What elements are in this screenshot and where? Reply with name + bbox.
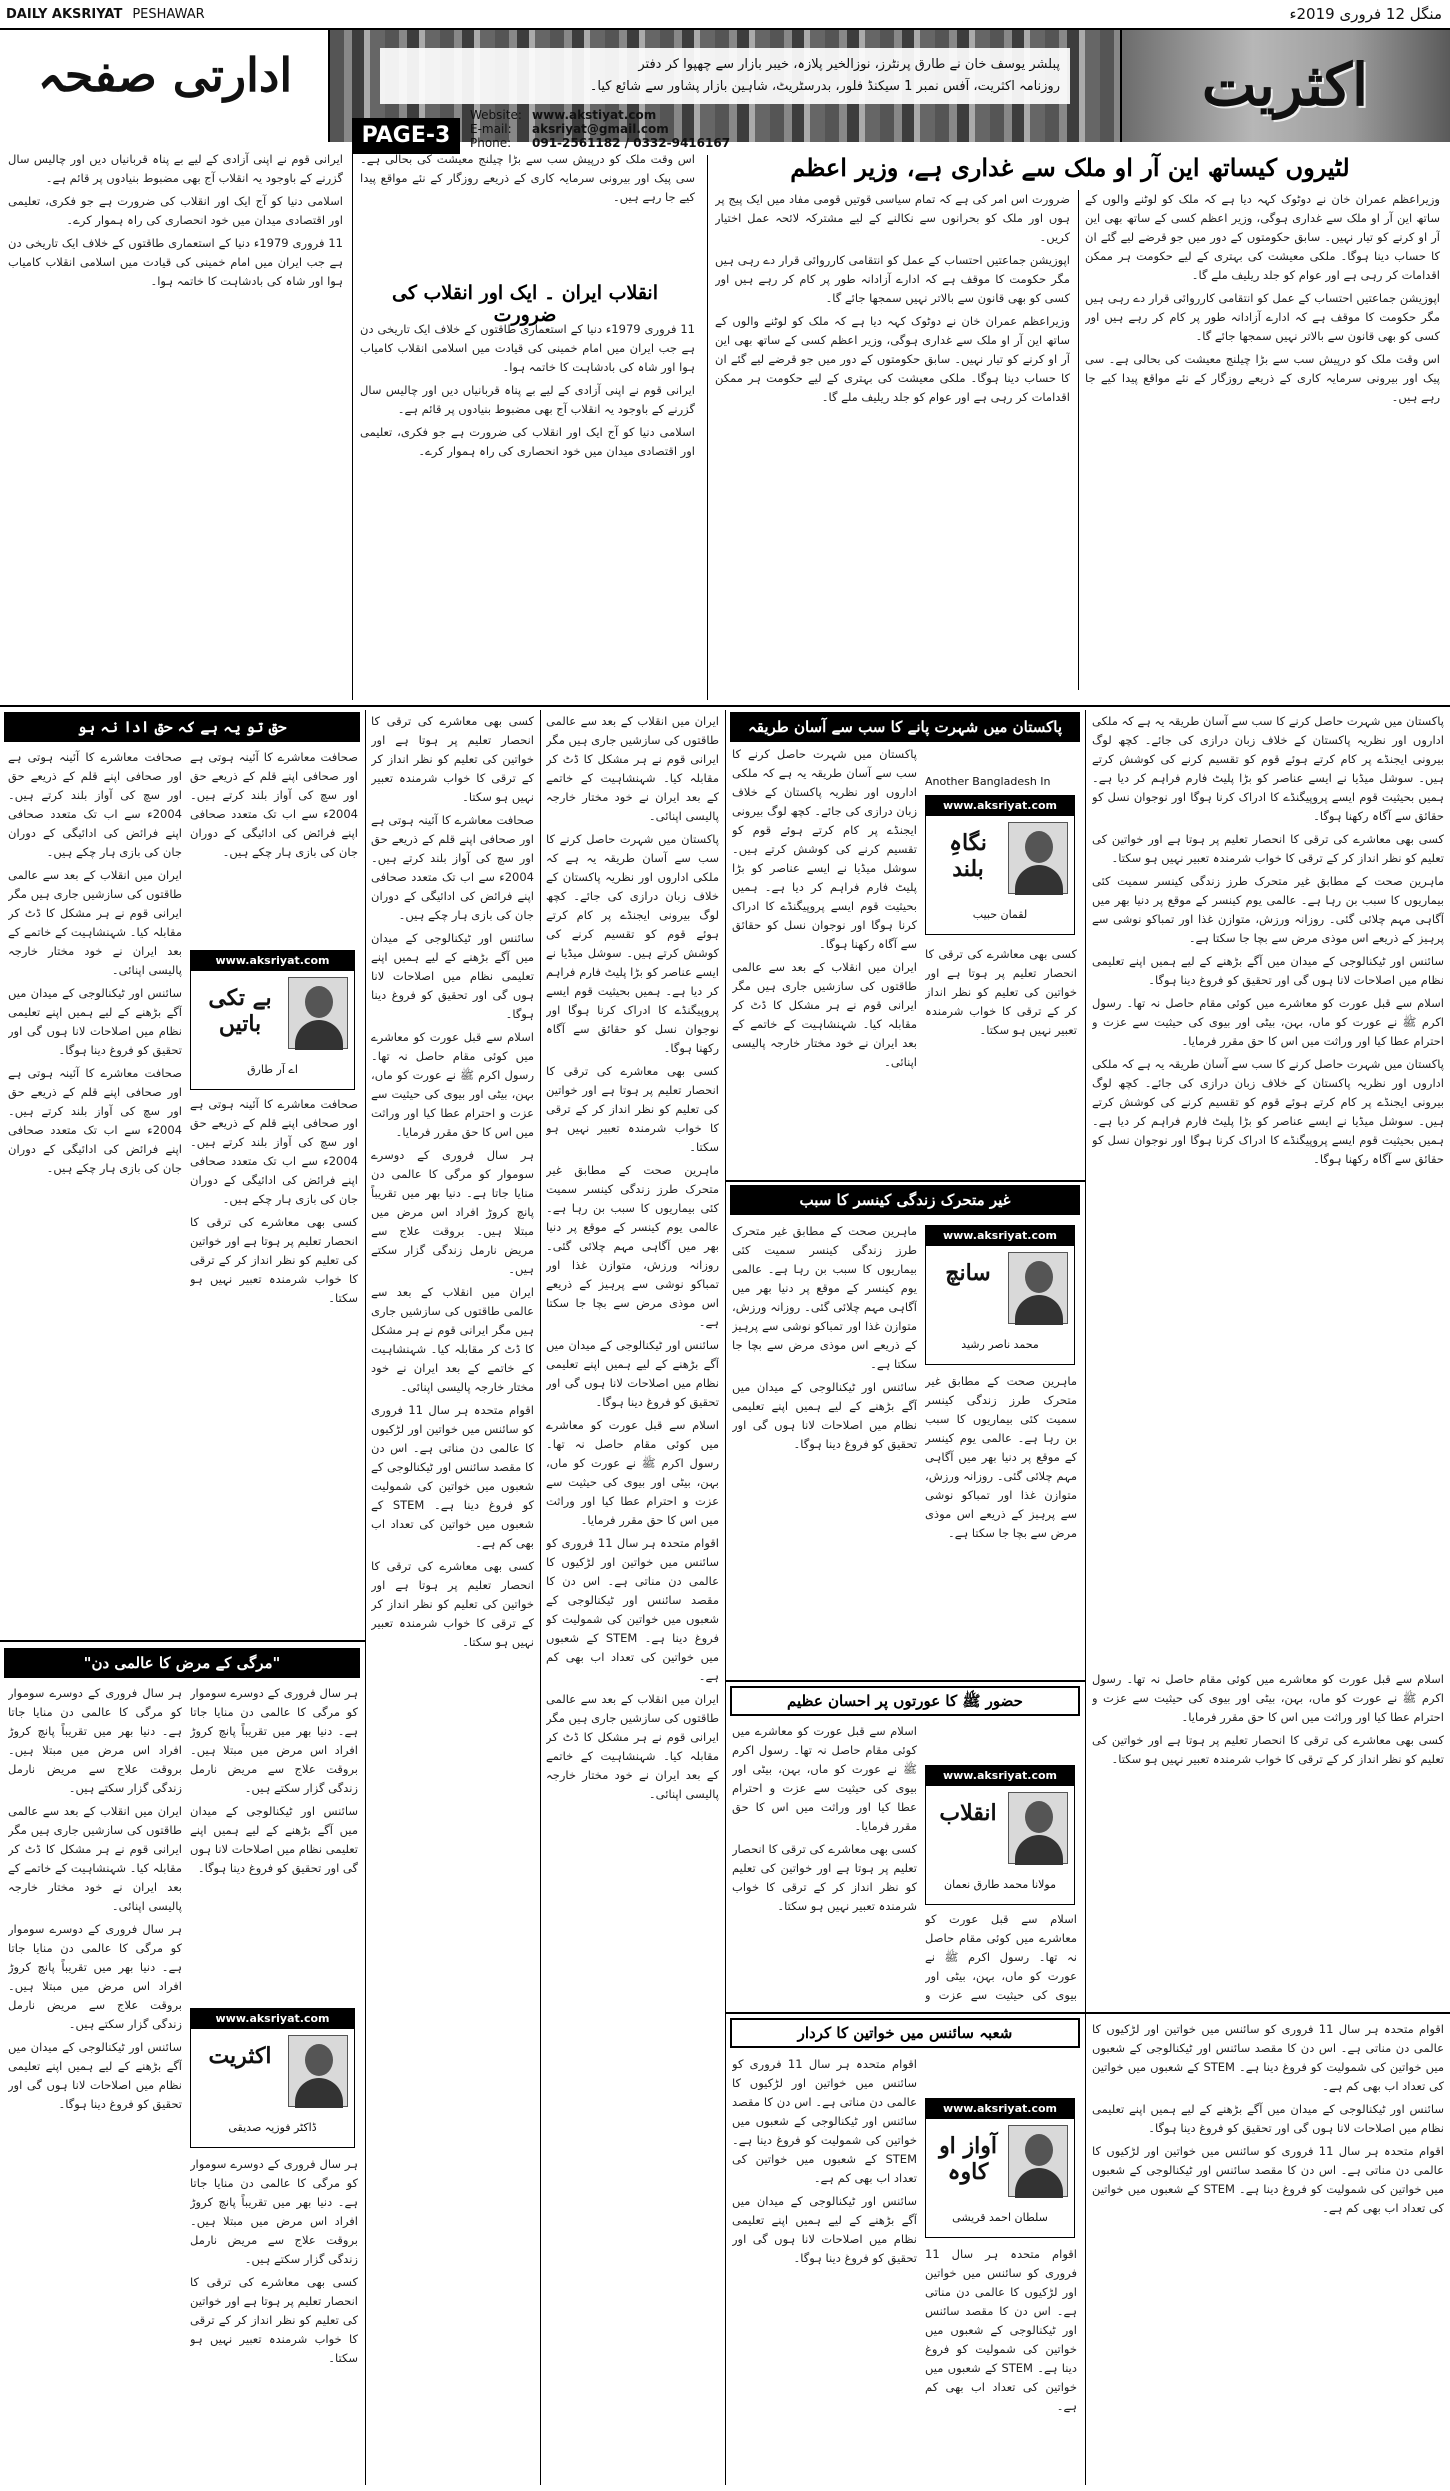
editorial-column-1	[1085, 190, 1440, 700]
article-paragraph: اسلام سے قبل عورت کو معاشرے میں کوئی مقام حاصل نہ تھا۔ رسول اکرم ﷺ نے عورت کو ماں، بہن، بیٹی اور بیوی کی حیثیت سے عزت و احترام عطا کیا اور وراثت میں اس کا حق مقرر فرمایا۔	[371, 1030, 534, 1139]
article-paragraph: ایران میں انقلاب کے بعد سے عالمی طاقتوں کی سازشیں جاری ہیں مگر ایرانی قوم نے ہر مشکل کا ڈٹ کر مقابلہ کیا۔ شہنشاہیت کے خاتمے کے بعد ایران نے خود مختار خارجہ پالیسی اپنائی۔	[371, 1285, 534, 1394]
article-body	[925, 945, 1077, 1175]
article-paragraph: اقوام متحدہ ہر سال 11 فروری کو سائنس میں خواتین اور لڑکیوں کا عالمی دن مناتی ہے۔ اس دن کا مقصد سائنس اور ٹیکنالوجی کے شعبوں میں خواتین کی شمولیت کو فروغ دینا ہے۔ STEM کے شعبوں میں خواتین کی تعداد اب بھی کم ہے۔	[546, 1536, 719, 1683]
article-paragraph: ہر سال فروری کے دوسرے سوموار کو مرگی کا عالمی دن منایا جاتا ہے۔ دنیا بھر میں تقریباً پانچ کروڑ افراد اس مرض میں مبتلا ہیں۔ بروقت علاج سے مریض نارمل زندگی گزار سکتے ہیں۔	[8, 1922, 182, 2031]
author-photo	[288, 977, 348, 1049]
top-bar	[0, 0, 1450, 30]
article-paragraph: ہر سال فروری کے دوسرے سوموار کو مرگی کا عالمی دن منایا جاتا ہے۔ دنیا بھر میں تقریباً پانچ کروڑ افراد اس مرض میں مبتلا ہیں۔ بروقت علاج سے مریض نارمل زندگی گزار سکتے ہیں۔	[371, 1148, 534, 1276]
article-paragraph: صحافت معاشرے کا آئینہ ہوتی ہے اور صحافی اپنے قلم کے ذریعے حق اور سچ کی آواز بلند کرتے ہیں۔ 2004ء سے اب تک متعدد صحافی اپنے فرائض کی ادائیگی کے دوران جان کی بازی ہار چکے ہیں۔	[8, 750, 182, 859]
author-photo	[288, 2035, 348, 2107]
second-editorial-column	[360, 320, 695, 700]
author-photo	[1008, 2125, 1068, 2197]
author-photo	[1008, 822, 1068, 894]
article-paragraph: کسی بھی معاشرے کی ترقی کا انحصار تعلیم پر ہوتا ہے اور خواتین کی تعلیم کو نظر انداز کر کے ترقی کا خواب شرمندہ تعبیر نہیں ہو سکتا۔	[190, 2275, 358, 2365]
article-paragraph: کسی بھی معاشرے کی ترقی کا انحصار تعلیم پر ہوتا ہے اور خواتین کی تعلیم کو نظر انداز کر کے ترقی کا خواب شرمندہ تعبیر نہیں ہو سکتا۔	[1092, 832, 1444, 865]
article-body	[732, 1222, 917, 1677]
editorial-paragraph: اس وقت ملک کو درپیش سب سے بڑا چیلنج معیشت کی بحالی ہے۔ سی پیک اور بیرونی سرمایہ کاری کے ذریعے روزگار کے نئے مواقع پیدا کیے جا رہے ہیں۔	[360, 152, 695, 204]
author-name: سلطان احمد قریشی	[952, 2211, 1048, 2224]
article-paragraph: اسلام سے قبل عورت کو معاشرے میں کوئی مقام حاصل نہ تھا۔ رسول اکرم ﷺ نے عورت کو ماں، بہن، بیٹی اور بیوی کی حیثیت سے عزت و	[925, 1912, 1077, 2002]
website-strip: www.aksriyat.com	[926, 1766, 1074, 1786]
article-body	[925, 1910, 1077, 2007]
article-title: "مرگی کے مرض کا عالمی دن"	[4, 1648, 360, 1678]
website-strip: www.aksriyat.com	[191, 2009, 354, 2029]
website-strip: www.aksriyat.com	[926, 796, 1074, 816]
article-paragraph: سائنس اور ٹیکنالوجی کے میدان میں آگے بڑھنے کے لیے ہمیں اپنے تعلیمی نظام میں اصلاحات لانا ہوں گی اور تحقیق کو فروغ دینا ہوگا۔	[546, 1338, 719, 1409]
article-paragraph: سائنس اور ٹیکنالوجی کے میدان میں آگے بڑھنے کے لیے ہمیں اپنے تعلیمی نظام میں اصلاحات لانا ہوں گی اور تحقیق کو فروغ دینا ہوگا۔	[732, 2194, 917, 2265]
article-paragraph: ایران میں انقلاب کے بعد سے عالمی طاقتوں کی سازشیں جاری ہیں مگر ایرانی قوم نے ہر مشکل کا ڈٹ کر مقابلہ کیا۔ شہنشاہیت کے خاتمے کے بعد ایران نے خود مختار خارجہ پالیسی اپنائی۔	[732, 960, 917, 1069]
article-title: غیر متحرک زندگی کینسر کا سبب	[730, 1185, 1080, 1215]
editorial-paragraph: 11 فروری 1979ء دنیا کے استعماری طاقتوں کے خلاف ایک تاریخی دن ہے جب ایران میں امام خمینی کی قیادت میں اسلامی انقلاب کامیاب ہوا اور شاہ کی بادشاہت کا خاتمہ ہوا۔	[360, 322, 695, 374]
editorial-page-title: ادارتی صفحہ	[37, 48, 293, 102]
section-divider	[0, 705, 1450, 707]
article-caption: Another Bangladesh In	[925, 775, 1051, 788]
email-link[interactable]: aksriyat@gmail.com	[532, 122, 669, 136]
article-body	[8, 1684, 182, 2484]
article-paragraph: اسلام سے قبل عورت کو معاشرے میں کوئی مقام حاصل نہ تھا۔ رسول اکرم ﷺ نے عورت کو ماں، بہن، بیٹی اور بیوی کی حیثیت سے عزت و احترام عطا کیا اور وراثت میں اس کا حق مقرر فرمایا۔	[546, 1418, 719, 1527]
continuation-column	[546, 712, 719, 2487]
article-paragraph: سائنس اور ٹیکنالوجی کے میدان میں آگے بڑھنے کے لیے ہمیں اپنے تعلیمی نظام میں اصلاحات لانا ہوں گی اور تحقیق کو فروغ دینا ہوگا۔	[1092, 954, 1444, 987]
column-name: سانچ	[945, 1260, 991, 1286]
article-paragraph: صحافت معاشرے کا آئینہ ہوتی ہے اور صحافی اپنے قلم کے ذریعے حق اور سچ کی آواز بلند کرتے ہیں۔ 2004ء سے اب تک متعدد صحافی اپنے فرائض کی ادائیگی کے دوران جان کی بازی ہار چکے ہیں۔	[371, 813, 534, 922]
article-paragraph: اقوام متحدہ ہر سال 11 فروری کو سائنس میں خواتین اور لڑکیوں کا عالمی دن مناتی ہے۔ اس دن کا مقصد سائنس اور ٹیکنالوجی کے شعبوں میں خواتین کی شمولیت کو فروغ دینا ہے۔ STEM کے شعبوں میں خواتین کی تعداد اب بھی کم ہے۔	[1092, 2144, 1444, 2215]
page-number-badge: PAGE-3	[352, 118, 460, 154]
column-name: نگاہِ بلند	[949, 830, 987, 882]
editorial-paragraph: ایرانی قوم نے اپنی آزادی کے لیے بے پناہ قربانیاں دیں اور چالیس سال گزرنے کے باوجود یہ انقلاب آج بھی مضبوط بنیادوں پر قائم ہے۔	[360, 383, 695, 416]
columnist-box	[925, 2098, 1075, 2238]
article-paragraph: اقوام متحدہ ہر سال 11 فروری کو سائنس میں خواتین اور لڑکیوں کا عالمی دن مناتی ہے۔ اس دن کا مقصد سائنس اور ٹیکنالوجی کے شعبوں میں خواتین کی شمولیت کو فروغ دینا ہے۔ STEM کے شعبوں میں خواتین کی تعداد اب بھی کم ہے۔	[925, 2247, 1077, 2413]
article-paragraph: پاکستان میں شہرت حاصل کرنے کا سب سے آسان طریقہ یہ ہے کہ ملکی اداروں اور نظریہ پاکستان کے خلاف زبان درازی کی جائے۔ کچھ لوگ بیرونی ایجنڈے پر کام کرتے ہوئے قوم کو تقسیم کرنے کی کوشش کرتے ہیں۔ سوشل میڈیا نے ایسے عناصر کو بڑا پلیٹ فارم فراہم کر دیا ہے۔ ہمیں بحیثیت قوم ایسے پروپیگنڈے کا ادراک کرنا ہوگا اور نوجوان نسل کو حقائق سے آگاہ رکھنا ہوگا۔	[732, 747, 917, 951]
editorial-paragraph: اسلامی دنیا کو آج ایک اور انقلاب کی ضرورت ہے جو فکری، تعلیمی اور اقتصادی میدان میں خود انحصاری کی راہ ہموار کرے۔	[8, 194, 343, 227]
article-paragraph: اسلام سے قبل عورت کو معاشرے میں کوئی مقام حاصل نہ تھا۔ رسول اکرم ﷺ نے عورت کو ماں، بہن، بیٹی اور بیوی کی حیثیت سے عزت و احترام عطا کیا اور وراثت میں اس کا حق مقرر فرمایا۔	[1092, 996, 1444, 1048]
editorial-paragraph: وزیراعظم عمران خان نے دوٹوک کہہ دیا ہے کہ ملک کو لوٹنے والوں کے ساتھ این آر او ملک سے غداری ہوگی، وزیر اعظم کسی کے ساتھ بھی این آر او کرنے کو تیار نہیں۔ سابق حکومتوں کے دور میں جو قرضے لیے گئے ان کا حساب دینا ہوگا۔ ملکی معیشت کی بہتری کے لیے حکومت ہر ممکن اقدامات کر رہی ہے اور عوام کو جلد ریلیف ملے گا۔	[715, 314, 1070, 404]
second-editorial-column-2	[8, 150, 343, 700]
article-paragraph: پاکستان میں شہرت حاصل کرنے کا سب سے آسان طریقہ یہ ہے کہ ملکی اداروں اور نظریہ پاکستان کے خلاف زبان درازی کی جائے۔ کچھ لوگ بیرونی ایجنڈے پر کام کرتے ہوئے قوم کو تقسیم کرنے کی کوشش کرتے ہیں۔ سوشل میڈیا نے ایسے عناصر کو بڑا پلیٹ فارم فراہم کر دیا ہے۔ ہمیں بحیثیت قوم ایسے پروپیگنڈے کا ادراک کرنا ہوگا اور نوجوان نسل کو حقائق سے آگاہ رکھنا ہوگا۔	[546, 832, 719, 1055]
article-body	[925, 1372, 1077, 1677]
article-paragraph: کسی بھی معاشرے کی ترقی کا انحصار تعلیم پر ہوتا ہے اور خواتین کی تعلیم کو نظر انداز کر کے ترقی کا خواب شرمندہ تعبیر نہیں ہو سکتا۔	[546, 1064, 719, 1154]
phone-label: Phone:	[470, 136, 512, 150]
article-title: شعبہ سائنس میں خواتین کا کردار	[730, 2018, 1080, 2048]
editorial-paragraph: 11 فروری 1979ء دنیا کے استعماری طاقتوں کے خلاف ایک تاریخی دن ہے جب ایران میں امام خمینی کی قیادت میں اسلامی انقلاب کامیاب ہوا اور شاہ کی بادشاہت کا خاتمہ ہوا۔	[8, 236, 343, 288]
editorial-column-2	[715, 190, 1070, 700]
article-body	[925, 2245, 1077, 2485]
second-editorial-headline: انقلاب ایران ۔ ایک اور انقلاب کی ضرورت	[392, 282, 658, 326]
column-divider	[707, 155, 708, 700]
article-paragraph: کسی بھی معاشرے کی ترقی کا انحصار تعلیم پر ہوتا ہے اور خواتین کی تعلیم کو نظر انداز کر کے ترقی کا خواب شرمندہ تعبیر نہیں ہو سکتا۔	[1092, 1733, 1444, 1766]
column-name: بے تکی باتیں	[208, 985, 272, 1037]
editorial-headline: لٹیروں کیساتھ این آر او ملک سے غداری ہے، وزیر اعظم	[790, 153, 1350, 182]
article-paragraph: ہر سال فروری کے دوسرے سوموار کو مرگی کا عالمی دن منایا جاتا ہے۔ دنیا بھر میں تقریباً پانچ کروڑ افراد اس مرض میں مبتلا ہیں۔ بروقت علاج سے مریض نارمل زندگی گزار سکتے ہیں۔	[190, 1686, 358, 1795]
article-paragraph: ہر سال فروری کے دوسرے سوموار کو مرگی کا عالمی دن منایا جاتا ہے۔ دنیا بھر میں تقریباً پانچ کروڑ افراد اس مرض میں مبتلا ہیں۔ بروقت علاج سے مریض نارمل زندگی گزار سکتے ہیں۔	[190, 2157, 358, 2266]
article-paragraph: اقوام متحدہ ہر سال 11 فروری کو سائنس میں خواتین اور لڑکیوں کا عالمی دن مناتی ہے۔ اس دن کا مقصد سائنس اور ٹیکنالوجی کے شعبوں میں خواتین کی شمولیت کو فروغ دینا ہے۔ STEM کے شعبوں میں خواتین کی تعداد اب بھی کم ہے۔	[371, 1403, 534, 1550]
article-paragraph: اقوام متحدہ ہر سال 11 فروری کو سائنس میں خواتین اور لڑکیوں کا عالمی دن مناتی ہے۔ اس دن کا مقصد سائنس اور ٹیکنالوجی کے شعبوں میں خواتین کی شمولیت کو فروغ دینا ہے۔ STEM کے شعبوں میں خواتین کی تعداد اب بھی کم ہے۔	[1092, 2022, 1444, 2093]
article-paragraph: اسلام سے قبل عورت کو معاشرے میں کوئی مقام حاصل نہ تھا۔ رسول اکرم ﷺ نے عورت کو ماں، بہن، بیٹی اور بیوی کی حیثیت سے عزت و احترام عطا کیا اور وراثت میں اس کا حق مقرر فرمایا۔	[1092, 1672, 1444, 1724]
article-title: حق تو یہ ہے کہ حق ادا نہ ہو	[4, 712, 360, 742]
section-divider	[0, 1640, 365, 1642]
author-name: اے آر طارق	[247, 1063, 298, 1076]
article-paragraph: ماہرین صحت کے مطابق غیر متحرک طرز زندگی کینسر سمیت کئی بیماریوں کا سبب بن رہا ہے۔ عالمی یوم کینسر کے موقع پر دنیا بھر میں آگاہی مہم چلائی گئی۔ روزانہ ورزش، متوازن غذا اور تمباکو نوشی سے پرہیز کے ذریعے اس موذی مرض سے بچا جا سکتا ہے۔	[732, 1224, 917, 1371]
article-paragraph: صحافت معاشرے کا آئینہ ہوتی ہے اور صحافی اپنے قلم کے ذریعے حق اور سچ کی آواز بلند کرتے ہیں۔ 2004ء سے اب تک متعدد صحافی اپنے فرائض کی ادائیگی کے دوران جان کی بازی ہار چکے ہیں۔	[190, 1097, 358, 1206]
article-paragraph: سائنس اور ٹیکنالوجی کے میدان میں آگے بڑھنے کے لیے ہمیں اپنے تعلیمی نظام میں اصلاحات لانا ہوں گی اور تحقیق کو فروغ دینا ہوگا۔	[732, 1380, 917, 1451]
article-body	[732, 2055, 917, 2485]
columnist-box	[925, 795, 1075, 935]
article-paragraph: ایران میں انقلاب کے بعد سے عالمی طاقتوں کی سازشیں جاری ہیں مگر ایرانی قوم نے ہر مشکل کا ڈٹ کر مقابلہ کیا۔ شہنشاہیت کے خاتمے کے بعد ایران نے خود مختار خارجہ پالیسی اپنائی۔	[8, 868, 182, 977]
author-name: ڈاکٹر فوزیہ صدیقی	[228, 2121, 317, 2134]
column-name: اکثریت	[208, 2043, 272, 2069]
column-name: انقلاب	[939, 1800, 997, 1826]
article-body	[190, 2155, 358, 2485]
article-paragraph: پاکستان میں شہرت حاصل کرنے کا سب سے آسان طریقہ یہ ہے کہ ملکی اداروں اور نظریہ پاکستان کے خلاف زبان درازی کی جائے۔ کچھ لوگ بیرونی ایجنڈے پر کام کرتے ہوئے قوم کو تقسیم کرنے کی کوشش کرتے ہیں۔ سوشل میڈیا نے ایسے عناصر کو بڑا پلیٹ فارم فراہم کر دیا ہے۔ ہمیں بحیثیت قوم ایسے پروپیگنڈے کا ادراک کرنا ہوگا اور نوجوان نسل کو حقائق سے آگاہ رکھنا ہوگا۔	[1092, 714, 1444, 823]
logo-box	[1120, 30, 1450, 142]
publisher-note	[380, 48, 1070, 104]
article-paragraph: سائنس اور ٹیکنالوجی کے میدان میں آگے بڑھنے کے لیے ہمیں اپنے تعلیمی نظام میں اصلاحات لانا ہوں گی اور تحقیق کو فروغ دینا ہوگا۔	[8, 2040, 182, 2111]
article-paragraph: سائنس اور ٹیکنالوجی کے میدان میں آگے بڑھنے کے لیے ہمیں اپنے تعلیمی نظام میں اصلاحات لانا ہوں گی اور تحقیق کو فروغ دینا ہوگا۔	[371, 931, 534, 1021]
author-name: لقمان حبیب	[972, 908, 1028, 921]
editorial-column-3	[360, 150, 695, 270]
article-paragraph: کسی بھی معاشرے کی ترقی کا انحصار تعلیم پر ہوتا ہے اور خواتین کی تعلیم کو نظر انداز کر کے ترقی کا خواب شرمندہ تعبیر نہیں ہو سکتا۔	[371, 714, 534, 804]
columnist-box	[190, 2008, 355, 2148]
column-divider	[352, 150, 353, 700]
article-paragraph: ایران میں انقلاب کے بعد سے عالمی طاقتوں کی سازشیں جاری ہیں مگر ایرانی قوم نے ہر مشکل کا ڈٹ کر مقابلہ کیا۔ شہنشاہیت کے خاتمے کے بعد ایران نے خود مختار خارجہ پالیسی اپنائی۔	[546, 1692, 719, 1801]
publisher-line-2: روزنامہ اکثریت، آفس نمبر 1 سیکنڈ فلور، بدرسٹریٹ، شاہین بازار پشاور سے شائع کیا۔	[589, 79, 1060, 94]
paper-city: PESHAWAR	[132, 7, 205, 22]
column-divider	[1078, 190, 1079, 690]
article-paragraph: ماہرین صحت کے مطابق غیر متحرک طرز زندگی کینسر سمیت کئی بیماریوں کا سبب بن رہا ہے۔ عالمی یوم کینسر کے موقع پر دنیا بھر میں آگاہی مہم چلائی گئی۔ روزانہ ورزش، متوازن غذا اور تمباکو نوشی سے پرہیز کے ذریعے اس موذی مرض سے بچا جا سکتا ہے۔	[1092, 874, 1444, 945]
article-paragraph: کسی بھی معاشرے کی ترقی کا انحصار تعلیم پر ہوتا ہے اور خواتین کی تعلیم کو نظر انداز کر کے ترقی کا خواب شرمندہ تعبیر نہیں ہو سکتا۔	[732, 1842, 917, 1913]
editorial-paragraph: وزیراعظم عمران خان نے دوٹوک کہہ دیا ہے کہ ملک کو لوٹنے والوں کے ساتھ این آر او ملک سے غداری ہوگی، وزیر اعظم کسی کے ساتھ بھی این آر او کرنے کو تیار نہیں۔ سابق حکومتوں کے دور میں جو قرضے لیے گئے ان کا حساب دینا ہوگا۔ ملکی معیشت کی بہتری کے لیے حکومت ہر ممکن اقدامات کر رہی ہے اور عوام کو جلد ریلیف ملے گا۔	[1085, 192, 1440, 282]
email-label: E-mail:	[470, 122, 512, 136]
section-divider	[725, 1180, 1085, 1182]
article-paragraph: سائنس اور ٹیکنالوجی کے میدان میں آگے بڑھنے کے لیے ہمیں اپنے تعلیمی نظام میں اصلاحات لانا ہوں گی اور تحقیق کو فروغ دینا ہوگا۔	[1092, 2102, 1444, 2135]
website-link[interactable]: www.akstiyat.com	[532, 108, 657, 122]
article-paragraph: صحافت معاشرے کا آئینہ ہوتی ہے اور صحافی اپنے قلم کے ذریعے حق اور سچ کی آواز بلند کرتے ہیں۔ 2004ء سے اب تک متعدد صحافی اپنے فرائض کی ادائیگی کے دوران جان کی بازی ہار چکے ہیں۔	[8, 1066, 182, 1175]
editorial-paragraph: ضرورت اس امر کی ہے کہ تمام سیاسی قوتیں قومی مفاد میں ایک پیج پر ہوں اور ملک کو بحرانوں سے نکالنے کے لیے مشترکہ لائحہ عمل اختیار کریں۔	[715, 192, 1070, 244]
columnist-box	[925, 1225, 1075, 1365]
columnist-box	[925, 1765, 1075, 1905]
article-paragraph: سائنس اور ٹیکنالوجی کے میدان میں آگے بڑھنے کے لیے ہمیں اپنے تعلیمی نظام میں اصلاحات لانا ہوں گی اور تحقیق کو فروغ دینا ہوگا۔	[190, 1804, 358, 1875]
article-body	[190, 1095, 358, 1635]
article-body	[8, 748, 182, 1635]
paper-name: DAILY AKSRIYAT PESHAWAR	[6, 7, 205, 22]
website-strip: www.aksriyat.com	[191, 951, 354, 971]
column-divider	[725, 710, 726, 2485]
author-name: محمد ناصر رشید	[961, 1338, 1039, 1351]
author-photo	[1008, 1792, 1068, 1864]
article-paragraph: پاکستان میں شہرت حاصل کرنے کا سب سے آسان طریقہ یہ ہے کہ ملکی اداروں اور نظریہ پاکستان کے خلاف زبان درازی کی جائے۔ کچھ لوگ بیرونی ایجنڈے پر کام کرتے ہوئے قوم کو تقسیم کرنے کی کوشش کرتے ہیں۔ سوشل میڈیا نے ایسے عناصر کو بڑا پلیٹ فارم فراہم کر دیا ہے۔ ہمیں بحیثیت قوم ایسے پروپیگنڈے کا ادراک کرنا ہوگا اور نوجوان نسل کو حقائق سے آگاہ رکھنا ہوگا۔	[1092, 1057, 1444, 1166]
article-paragraph: کسی بھی معاشرے کی ترقی کا انحصار تعلیم پر ہوتا ہے اور خواتین کی تعلیم کو نظر انداز کر کے ترقی کا خواب شرمندہ تعبیر نہیں ہو سکتا۔	[190, 1215, 358, 1305]
editorial-paragraph: اپوزیشن جماعتیں احتساب کے عمل کو انتقامی کارروائی قرار دے رہی ہیں مگر حکومت کا موقف ہے کہ ادارے آزادانہ طور پر کام کر رہے ہیں اور کسی کو بھی قانون سے بالاتر نہیں سمجھا جائے گا۔	[715, 253, 1070, 305]
column-divider	[540, 710, 541, 2485]
phone-number: 091-2561182 / 0332-9416167	[532, 136, 731, 150]
author-photo	[1008, 1252, 1068, 1324]
article-paragraph: کسی بھی معاشرے کی ترقی کا انحصار تعلیم پر ہوتا ہے اور خواتین کی تعلیم کو نظر انداز کر کے ترقی کا خواب شرمندہ تعبیر نہیں ہو سکتا۔	[925, 947, 1077, 1037]
section-divider	[1085, 2012, 1450, 2014]
article-body	[190, 1684, 358, 2002]
contact-info	[470, 108, 890, 150]
article-paragraph: ماہرین صحت کے مطابق غیر متحرک طرز زندگی کینسر سمیت کئی بیماریوں کا سبب بن رہا ہے۔ عالمی یوم کینسر کے موقع پر دنیا بھر میں آگاہی مہم چلائی گئی۔ روزانہ ورزش، متوازن غذا اور تمباکو نوشی سے پرہیز کے ذریعے اس موذی مرض سے بچا جا سکتا ہے۔	[925, 1374, 1077, 1540]
section-divider	[725, 1680, 1085, 1682]
issue-date: منگل 12 فروری 2019ء	[1289, 5, 1442, 23]
editorial-paragraph: اسلامی دنیا کو آج ایک اور انقلاب کی ضرورت ہے جو فکری، تعلیمی اور اقتصادی میدان میں خود انحصاری کی راہ ہموار کرے۔	[360, 425, 695, 458]
article-title: حضور ﷺ کا عورتوں پر احسان عظیم	[730, 1686, 1080, 1716]
article-body	[732, 1722, 917, 2007]
article-paragraph: اسلام سے قبل عورت کو معاشرے میں کوئی مقام حاصل نہ تھا۔ رسول اکرم ﷺ نے عورت کو ماں، بہن، بیٹی اور بیوی کی حیثیت سے عزت و احترام عطا کیا اور وراثت میں اس کا حق مقرر فرمایا۔	[732, 1724, 917, 1833]
article-paragraph: ہر سال فروری کے دوسرے سوموار کو مرگی کا عالمی دن منایا جاتا ہے۔ دنیا بھر میں تقریباً پانچ کروڑ افراد اس مرض میں مبتلا ہیں۔ بروقت علاج سے مریض نارمل زندگی گزار سکتے ہیں۔	[8, 1686, 182, 1795]
editorial-paragraph: اس وقت ملک کو درپیش سب سے بڑا چیلنج معیشت کی بحالی ہے۔ سی پیک اور بیرونی سرمایہ کاری کے ذریعے روزگار کے نئے مواقع پیدا کیے جا رہے ہیں۔	[1085, 352, 1440, 404]
column-name: آواز او کاوہ	[939, 2133, 997, 2185]
article-body	[190, 748, 358, 943]
article-paragraph: کسی بھی معاشرے کی ترقی کا انحصار تعلیم پر ہوتا ہے اور خواتین کی تعلیم کو نظر انداز کر کے ترقی کا خواب شرمندہ تعبیر نہیں ہو سکتا۔	[371, 1559, 534, 1649]
article-paragraph: ماہرین صحت کے مطابق غیر متحرک طرز زندگی کینسر سمیت کئی بیماریوں کا سبب بن رہا ہے۔ عالمی یوم کینسر کے موقع پر دنیا بھر میں آگاہی مہم چلائی گئی۔ روزانہ ورزش، متوازن غذا اور تمباکو نوشی سے پرہیز کے ذریعے اس موذی مرض سے بچا جا سکتا ہے۔	[546, 1163, 719, 1329]
editorial-paragraph: ایرانی قوم نے اپنی آزادی کے لیے بے پناہ قربانیاں دیں اور چالیس سال گزرنے کے باوجود یہ انقلاب آج بھی مضبوط بنیادوں پر قائم ہے۔	[8, 152, 343, 185]
editorial-paragraph: اپوزیشن جماعتیں احتساب کے عمل کو انتقامی کارروائی قرار دے رہی ہیں مگر حکومت کا موقف ہے کہ ادارے آزادانہ طور پر کام کر رہے ہیں اور کسی کو بھی قانون سے بالاتر نہیں سمجھا جائے گا۔	[1085, 291, 1440, 343]
website-strip: www.aksriyat.com	[926, 2099, 1074, 2119]
article-paragraph: ایران میں انقلاب کے بعد سے عالمی طاقتوں کی سازشیں جاری ہیں مگر ایرانی قوم نے ہر مشکل کا ڈٹ کر مقابلہ کیا۔ شہنشاہیت کے خاتمے کے بعد ایران نے خود مختار خارجہ پالیسی اپنائی۔	[8, 1804, 182, 1913]
editorial-title-box	[0, 30, 330, 142]
website-label: Website:	[470, 108, 522, 122]
right-column-top	[1092, 712, 1444, 1652]
section-divider	[725, 2012, 1085, 2014]
article-paragraph: سائنس اور ٹیکنالوجی کے میدان میں آگے بڑھنے کے لیے ہمیں اپنے تعلیمی نظام میں اصلاحات لانا ہوں گی اور تحقیق کو فروغ دینا ہوگا۔	[8, 986, 182, 1057]
columnist-box	[190, 950, 355, 1090]
website-strip: www.aksriyat.com	[926, 1226, 1074, 1246]
right-column-middle	[1092, 1670, 1444, 2010]
publisher-line-1: پبلشر یوسف خان نے طارق پرنٹرز، نوزالخیر پلازہ، خیبر بازار سے چھپوا کر دفتر	[638, 57, 1060, 72]
newspaper-logo: اکثریت	[1201, 51, 1369, 119]
article-body	[732, 745, 917, 1175]
column-divider	[1085, 710, 1086, 2485]
right-column-bottom	[1092, 2020, 1444, 2485]
article-paragraph: اقوام متحدہ ہر سال 11 فروری کو سائنس میں خواتین اور لڑکیوں کا عالمی دن مناتی ہے۔ اس دن کا مقصد سائنس اور ٹیکنالوجی کے شعبوں میں خواتین کی شمولیت کو فروغ دینا ہے۔ STEM کے شعبوں میں خواتین کی تعداد اب بھی کم ہے۔	[732, 2057, 917, 2185]
column-divider	[365, 710, 366, 2485]
article-paragraph: صحافت معاشرے کا آئینہ ہوتی ہے اور صحافی اپنے قلم کے ذریعے حق اور سچ کی آواز بلند کرتے ہیں۔ 2004ء سے اب تک متعدد صحافی اپنے فرائض کی ادائیگی کے دوران جان کی بازی ہار چکے ہیں۔	[190, 750, 358, 859]
continuation-column	[371, 712, 534, 2487]
author-name: مولانا محمد طارق نعمان	[944, 1878, 1056, 1891]
article-paragraph: ایران میں انقلاب کے بعد سے عالمی طاقتوں کی سازشیں جاری ہیں مگر ایرانی قوم نے ہر مشکل کا ڈٹ کر مقابلہ کیا۔ شہنشاہیت کے خاتمے کے بعد ایران نے خود مختار خارجہ پالیسی اپنائی۔	[546, 714, 719, 823]
article-title: پاکستان میں شہرت پانے کا سب سے آسان طریقہ	[730, 712, 1080, 742]
